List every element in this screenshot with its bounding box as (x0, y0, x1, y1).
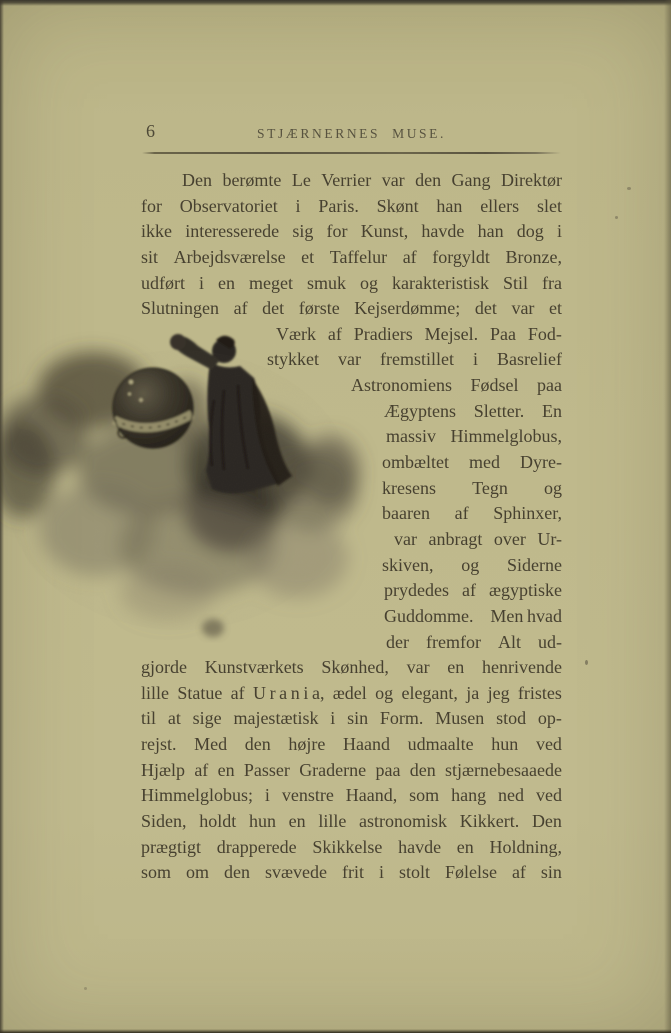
scan-speck (627, 187, 631, 190)
text-line-22: til at sige majestætisk i sin Form. Musen stod op- (141, 708, 562, 729)
scan-edge-bottom (0, 1029, 671, 1033)
text-line-13: kresens Tegn og (382, 477, 562, 498)
scan-speck (585, 660, 588, 665)
text-line-28: som om den svævede frit i stolt Følelse af sin (141, 862, 562, 883)
body-text (141, 170, 562, 888)
scan-edge-top (0, 0, 671, 6)
scan-edge-right (664, 0, 671, 1033)
text-line-2: for Observatoriet i Paris. Skønt han ellers slet (141, 195, 562, 216)
text-line-4: sit Arbejdsværelse et Taffelur af forgyldt Bronze, (141, 246, 562, 267)
text-line-19: der fremfor Alt ud- (386, 631, 562, 652)
text-line-27: prægtigt drapperede Skikkelse havde en Holdning, (141, 836, 562, 857)
text-line-9: Astronomiens Fødsel paa (351, 375, 562, 396)
text-line-23: rejst. Med den højre Haand udmaalte hun ved (141, 734, 562, 755)
text-line-17: prydedes af ægyptiske (384, 580, 562, 601)
text-line-7: Værk af Pradiers Mejsel. Paa Fod- (276, 323, 562, 344)
text-line-5: udført i en meget smuk og karakteristisk Stil fra (141, 272, 562, 293)
text-line-18: Guddomme. Men hvad (384, 605, 562, 626)
text-line-25: Himmelglobus; i venstre Haand, som hang ned ved (141, 785, 562, 806)
text-line-3: ikke interesserede sig for Kunst, havde han dog i (141, 221, 562, 242)
page-number: 6 (146, 121, 156, 141)
text-line-6: Slutningen af det første Kejserdømme; det var et (141, 298, 562, 319)
text-line-15: var anbragt over Ur- (394, 528, 562, 549)
text-line-16: skiven, og Siderne (382, 554, 562, 575)
text-line-24: Hjælp af en Passer Graderne paa den stjærnebesaaede (141, 759, 562, 780)
text-line-8: stykket var fremstillet i Basrelief (267, 349, 562, 370)
text-line-11: massiv Himmelglobus, (386, 426, 562, 447)
text-line-12: ombæltet med Dyre- (382, 452, 562, 473)
text-line-26: Siden, holdt hun en lille astronomisk Kikkert. Den (141, 811, 562, 832)
running-title: STJÆRNERNES MUSE. (257, 126, 446, 141)
scan-speck (615, 216, 618, 219)
text-line-14: baaren af Sphinxer, (382, 503, 562, 524)
scan-speck (84, 987, 87, 990)
header-rule (142, 152, 561, 154)
text-line-21: lille Statue af U r a n i a, ædel og elegant, ja jeg fristes (141, 682, 562, 703)
text-line-20: gjorde Kunstværkets Skønhed, var en henrivende (141, 657, 562, 678)
text-line-1: Den berømte Le Verrier var den Gang Direktør (182, 170, 562, 190)
text-line-10: Ægyptens Sletter. En (384, 400, 562, 421)
